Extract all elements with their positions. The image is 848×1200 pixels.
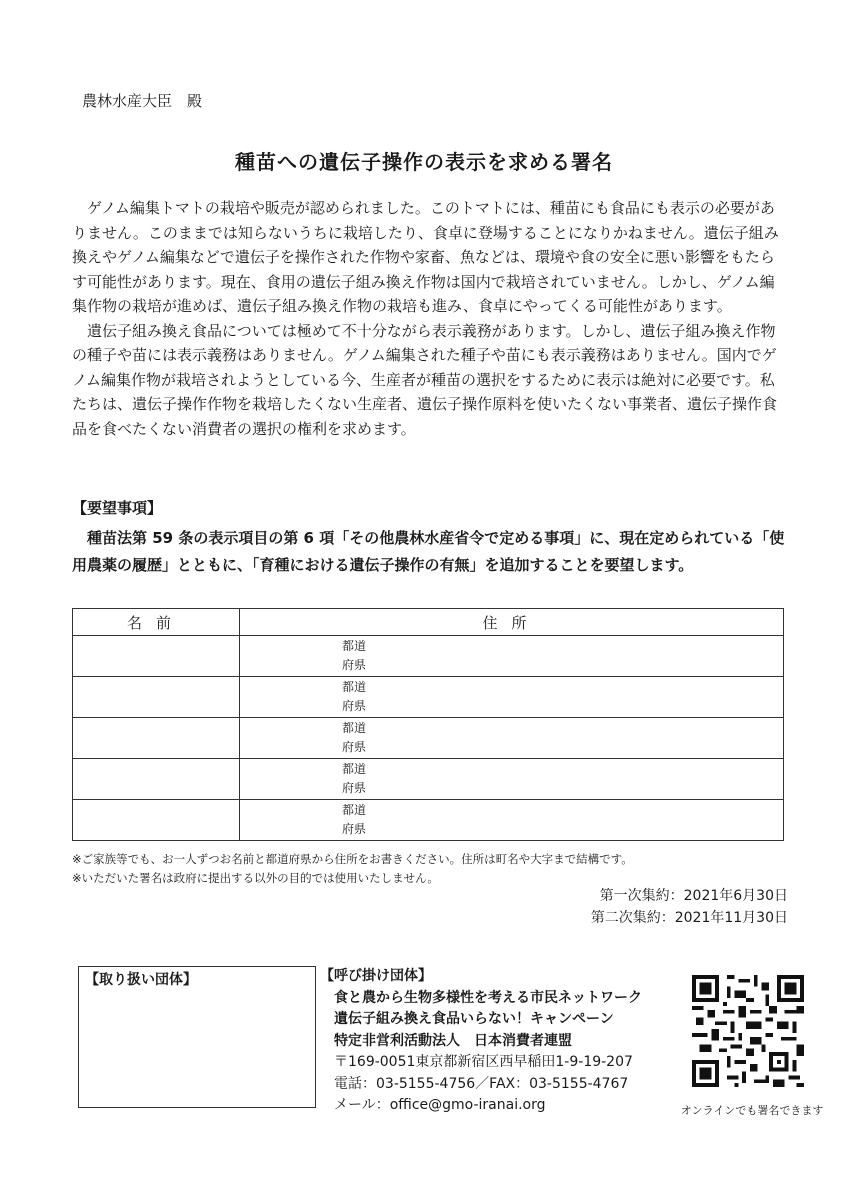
address-field[interactable] xyxy=(240,800,784,841)
body-paragraph: ゲノム編集トマトの栽培や販売が認められました。このトマトには、種苗にも食品にも表示の必要がありません。このままでは知らないうちに栽培したり、食卓に登場することになりかねません。遺伝子組み換えやゲノム編集などで遺伝子を操作された作物や家畜、魚などは、環境や食の安全に悪い影響をもたらす可能性があります。現在、食用の遺伝子組み換え作物は国内で栽培されていません。しかし、ゲノム編集作物の栽培が進めば、遺伝子組み換え作物の栽培も進み、食卓にやってくる可能性があります。 xyxy=(72,199,779,315)
note: ※いただいた署名は政府に提出する以外の目的では使用いたしません。 xyxy=(72,871,439,885)
prefecture-label: 都道 府県 xyxy=(342,762,367,795)
page-title: 種苗への遺伝子操作の表示を求める署名 xyxy=(235,150,613,174)
signature-row xyxy=(73,677,784,718)
organizer-name: 特定非営利活動法人 日本消費者連盟 xyxy=(334,1032,572,1049)
name-field[interactable] xyxy=(73,718,240,759)
request-heading: 【要望事項】 xyxy=(72,499,163,517)
address-field[interactable] xyxy=(240,718,784,759)
request-text: 種苗法第 59 条の表示項目の第 6 項「その他農林水産省令で定める事項」に、現在定められている「使用農薬の履歴」とともに、「育種における遺伝子操作の有無」を追加することを要望します。 xyxy=(72,529,785,574)
qr-code-icon[interactable] xyxy=(692,975,804,1087)
address-column-header: 住所 xyxy=(240,609,784,636)
deadlines xyxy=(591,885,788,929)
qr-caption: オンラインでも署名できます xyxy=(680,1104,824,1117)
signature-row xyxy=(73,636,784,677)
handler-label: 【取り扱い団体】 xyxy=(85,972,197,988)
petition-body xyxy=(72,196,782,441)
notes xyxy=(72,850,633,888)
handler-box[interactable] xyxy=(78,966,316,1108)
prefecture-label: 都道 府県 xyxy=(342,721,367,754)
name-field[interactable] xyxy=(73,636,240,677)
organizer-phone: 電話：03-5155-4756／FAX：03-5155-4767 xyxy=(334,1075,629,1092)
addressee: 農林水産大臣 殿 xyxy=(82,92,203,110)
name-field[interactable] xyxy=(73,759,240,800)
organizer-email[interactable]: メール：office@gmo-iranai.org xyxy=(334,1097,546,1113)
body-paragraph: 遺伝子組み換え食品については極めて不十分ながら表示義務があります。しかし、遺伝子組み換え作物の種子や苗には表示義務はありません。ゲノム編集された種子や苗にも表示義務はありません。国内でゲノム編集作物が栽培されようとしている今、生産者が種苗の選択をするために表示は絶対に必要です。私たちは、遺伝子操作作物を栽培したくない生産者、遺伝子操作原料を使いたくない事業者、遺伝子操作食品を食べたくない消費者の選択の権利を求めます。 xyxy=(72,321,778,438)
signature-row xyxy=(73,759,784,800)
signature-table-header xyxy=(73,609,784,636)
organizer-address: 〒169-0051東京都新宿区西早稲田1-9-19-207 xyxy=(334,1054,633,1070)
request-text-block xyxy=(72,525,792,579)
organizer-name: 遺伝子組み換え食品いらない！キャンペーン xyxy=(334,1011,614,1027)
prefecture-label: 都道 府県 xyxy=(342,803,367,836)
organizers xyxy=(320,966,642,1117)
organizers-label: 【呼び掛け団体】 xyxy=(320,968,432,984)
name-field[interactable] xyxy=(73,800,240,841)
prefecture-label: 都道 府県 xyxy=(342,680,367,713)
organizer-name: 食と農から生物多様性を考える市民ネットワーク xyxy=(334,989,642,1006)
first-deadline: 第一次集約：2021年6月30日 xyxy=(599,888,788,904)
prefecture-label: 都道 府県 xyxy=(342,639,367,672)
note: ※ご家族等でも、お一人ずつお名前と都道府県から住所をお書きください。住所は町名や大字まで結構です。 xyxy=(72,852,633,866)
address-field[interactable] xyxy=(240,636,784,677)
signature-row xyxy=(73,800,784,841)
name-field[interactable] xyxy=(73,677,240,718)
second-deadline: 第二次集約：2021年11月30日 xyxy=(590,910,788,926)
address-field[interactable] xyxy=(240,677,784,718)
signature-row xyxy=(73,718,784,759)
address-field[interactable] xyxy=(240,759,784,800)
name-column-header: 名前 xyxy=(73,609,240,636)
signature-table xyxy=(72,608,784,841)
